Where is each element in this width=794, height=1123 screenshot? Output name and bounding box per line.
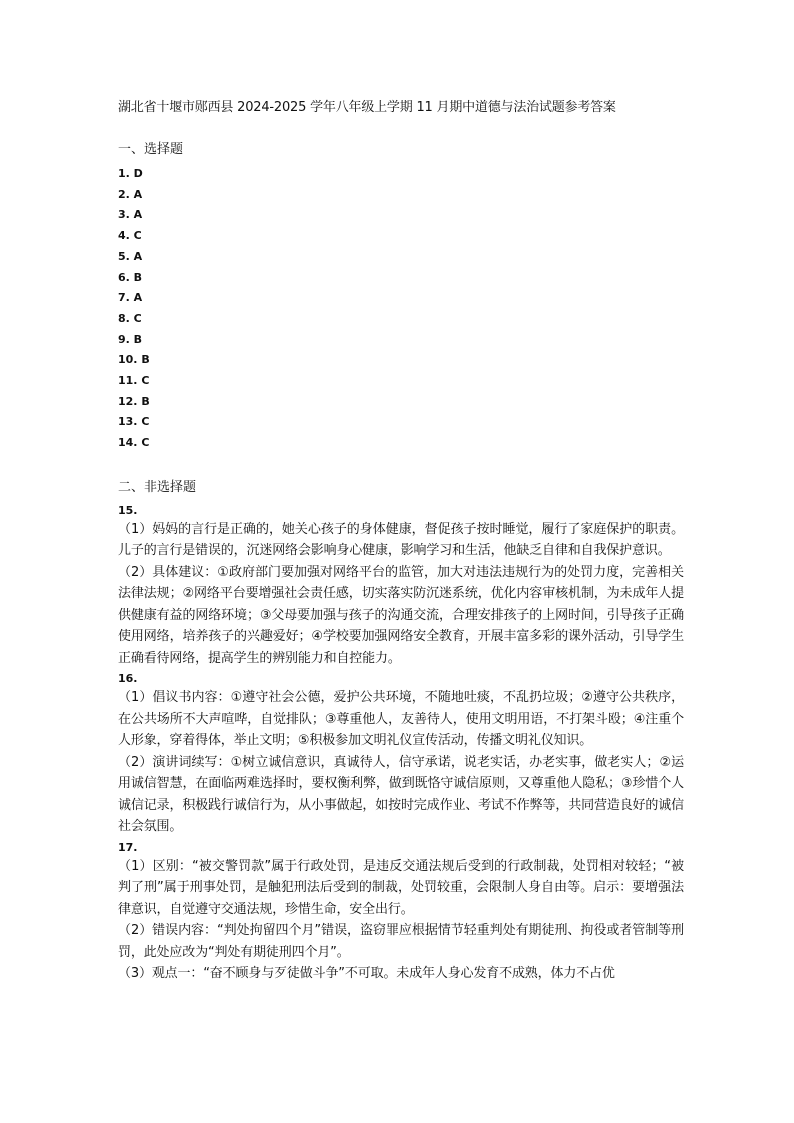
- list-item: 6. B: [118, 270, 143, 284]
- section-heading-nonchoice: 二、非选择题: [118, 479, 197, 495]
- question-16: [118, 670, 684, 838]
- question-number: 15.: [118, 503, 138, 517]
- section-spacer: [118, 454, 684, 479]
- answer-paragraph: （3）观点一：“奋不顾身与歹徒做斗争”不可取。未成年人身心发育不成熟，体力不占优: [118, 966, 615, 982]
- list-item: 9. B: [118, 332, 143, 346]
- list-item: 11. C: [118, 374, 150, 388]
- answer-paragraph: （2）具体建议：①政府部门要加强对网络平台的监管，加大对违法违规行为的处罚力度，完善相关法律法规；②网络平台要增强社会责任感，切实落实防沉迷系统，优化内容审核机制，为未成年人提供健康有益的网络环境；③父母要加强与孩子的沟通交流，合理安排孩子的上网时间，引导孩子正确使用网络，培养孩子的兴趣爱好；④学校要加强网络安全教育，开展丰富多彩的课外活动，引导学生正确看待网络，提高学生的辨别能力和自控能力。: [118, 564, 684, 666]
- list-item: 5. A: [118, 249, 143, 263]
- document-title: 湖北省十堰市郧西县 2024-2025 学年八年级上学期 11 月期中道德与法治试题参考答案: [118, 100, 616, 115]
- choice-answer-list: [118, 164, 684, 454]
- list-item: 8. C: [118, 311, 142, 325]
- list-item: 12. B: [118, 394, 150, 408]
- answer-paragraph: （1）区别：“被交警罚款”属于行政处罚，是违反交通法规后受到的行政制裁，处罚相对较轻；“被判了刑”属于刑事处罚，是触犯刑法后受到的制裁，处罚较重，会限制人身自由等。启示：要增强法律意识，自觉遵守交通法规，珍惜生命，安全出行。: [118, 858, 684, 917]
- list-item: 3. A: [118, 208, 143, 222]
- answer-paragraph: （1）倡议书内容：①遵守社会公德，爱护公共环境，不随地吐痰，不乱扔垃圾；②遵守公共秩序，在公共场所不大声喧哗，自觉排队；③尊重他人，友善待人，使用文明用语，不打架斗殴；④注重个人形象，穿着得体，举止文明；⑤积极参加文明礼仪宣传活动，传播文明礼仪知识。: [118, 690, 684, 749]
- answer-paragraph: （2）错误内容：“判处拘留四个月”错误，盗窃罪应根据情节轻重判处有期徒刑、拘役或者管制等刑罚，此处应改为“判处有期徒刑四个月”。: [118, 923, 684, 960]
- list-item: 2. A: [118, 187, 143, 201]
- section-heading-choice: 一、选择题: [118, 142, 184, 157]
- answer-paragraph: （2）演讲词续写：①树立诚信意识，真诚待人，信守承诺，说老实话，办老实事，做老实人；②运用诚信智慧，在面临两难选择时，要权衡利弊，做到既恪守诚信原则，又尊重他人隐私；③珍惜个人诚信记录，积极践行诚信行为，从小事做起，如按时完成作业、考试不作弊等，共同营造良好的诚信社会氛围。: [118, 754, 684, 835]
- list-item: 13. C: [118, 415, 150, 429]
- list-item: 7. A: [118, 291, 143, 305]
- list-item: 1. D: [118, 167, 143, 180]
- list-item: 10. B: [118, 353, 150, 367]
- list-item: 14. C: [118, 436, 150, 450]
- question-number: 17.: [118, 840, 138, 854]
- question-number: 16.: [118, 672, 138, 686]
- question-17: [118, 839, 684, 985]
- list-item: 4. C: [118, 229, 142, 243]
- question-15: [118, 502, 684, 670]
- answer-paragraph: （1）妈妈的言行是正确的，她关心孩子的身体健康，督促孩子按时睡觉，履行了家庭保护的职责。儿子的言行是错误的，沉迷网络会影响身心健康，影响学习和生活，他缺乏自律和自我保护意识。: [118, 521, 684, 559]
- answer-document: [118, 99, 684, 985]
